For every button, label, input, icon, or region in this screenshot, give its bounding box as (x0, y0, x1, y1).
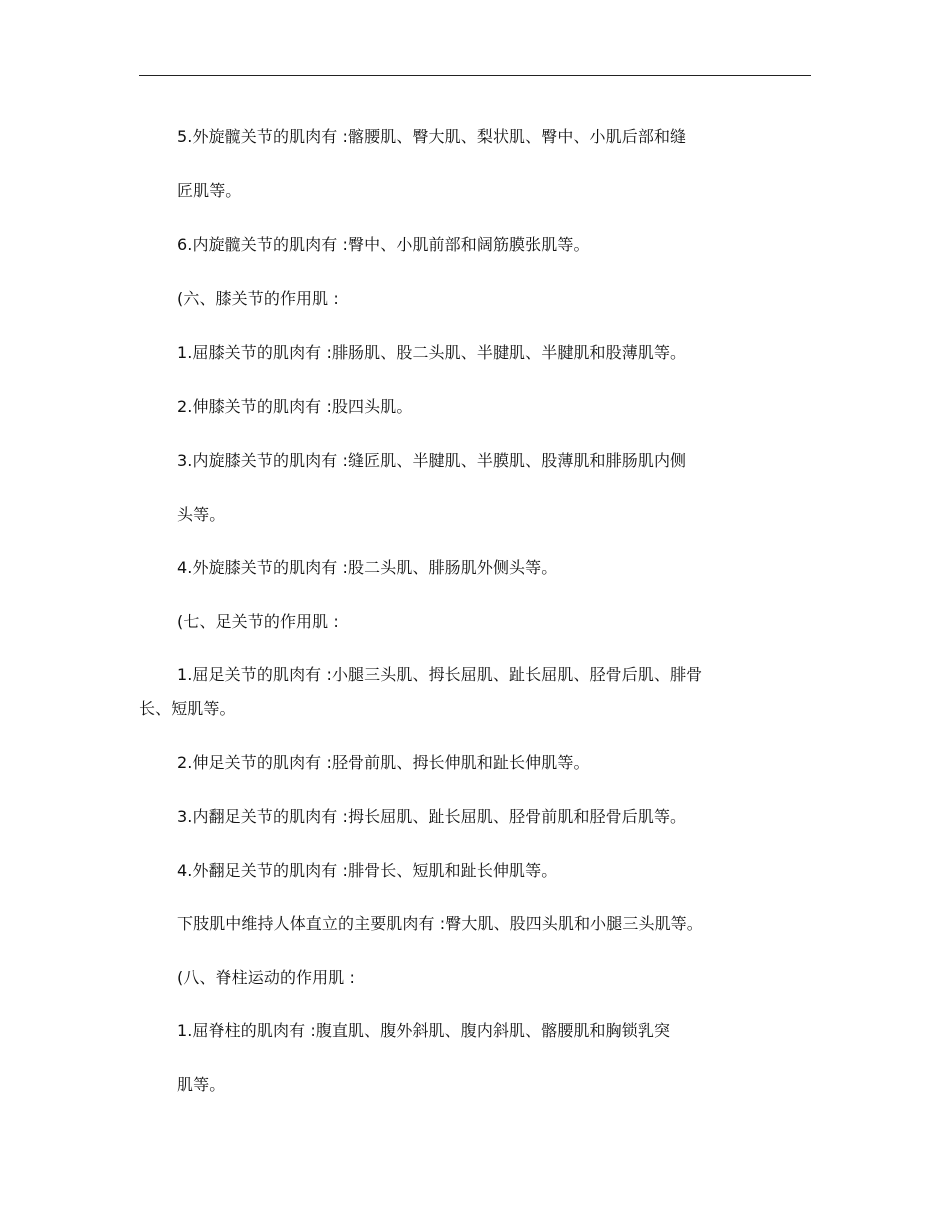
text-line-ankle-flexion-cont: 长、短肌等。 (139, 699, 236, 718)
header-rule (139, 75, 811, 76)
text-line-knee-flexion: 1.屈膝关节的肌肉有 :腓肠肌、股二头肌、半腱肌、半腱肌和股薄肌等。 (177, 343, 687, 362)
text-line-knee-internal-rotation-cont: 头等。 (177, 505, 226, 524)
text-line-ankle-eversion: 4.外翻足关节的肌肉有 :腓骨长、短肌和趾长伸肌等。 (177, 861, 558, 880)
text-line-hip-internal-rotation: 6.内旋髋关节的肌肉有 :臀中、小肌前部和阔筋膜张肌等。 (177, 235, 590, 254)
text-line-hip-external-rotation: 5.外旋髋关节的肌肉有 :髂腰肌、臀大肌、梨状肌、臀中、小肌后部和缝 (177, 127, 687, 146)
text-line-spine-flexion: 1.屈脊柱的肌肉有 :腹直肌、腹外斜肌、腹内斜肌、髂腰肌和胸锁乳突 (177, 1021, 671, 1040)
text-line-knee-extension: 2.伸膝关节的肌肉有 :股四头肌。 (177, 397, 413, 416)
section-heading-spine: (八、脊柱运动的作用肌 : (177, 968, 356, 987)
text-line-ankle-extension: 2.伸足关节的肌肉有 :胫骨前肌、拇长伸肌和趾长伸肌等。 (177, 753, 590, 772)
text-line-lower-limb-posture: 下肢肌中维持人体直立的主要肌肉有 :臀大肌、股四头肌和小腿三头肌等。 (177, 914, 703, 933)
text-line-ankle-flexion: 1.屈足关节的肌肉有 :小腿三头肌、拇长屈肌、趾长屈肌、胫骨后肌、腓骨 (177, 665, 703, 684)
text-line-knee-internal-rotation: 3.内旋膝关节的肌肉有 :缝匠肌、半腱肌、半膜肌、股薄肌和腓肠肌内侧 (177, 451, 687, 470)
section-heading-ankle: (七、足关节的作用肌 : (177, 612, 339, 631)
text-line-hip-external-rotation-cont: 匠肌等。 (177, 181, 242, 200)
section-heading-knee: (六、膝关节的作用肌 : (177, 289, 339, 308)
text-line-knee-external-rotation: 4.外旋膝关节的肌肉有 :股二头肌、腓肠肌外侧头等。 (177, 558, 558, 577)
text-line-spine-flexion-cont: 肌等。 (177, 1075, 226, 1094)
text-line-ankle-inversion: 3.内翻足关节的肌肉有 :拇长屈肌、趾长屈肌、胫骨前肌和胫骨后肌等。 (177, 807, 687, 826)
